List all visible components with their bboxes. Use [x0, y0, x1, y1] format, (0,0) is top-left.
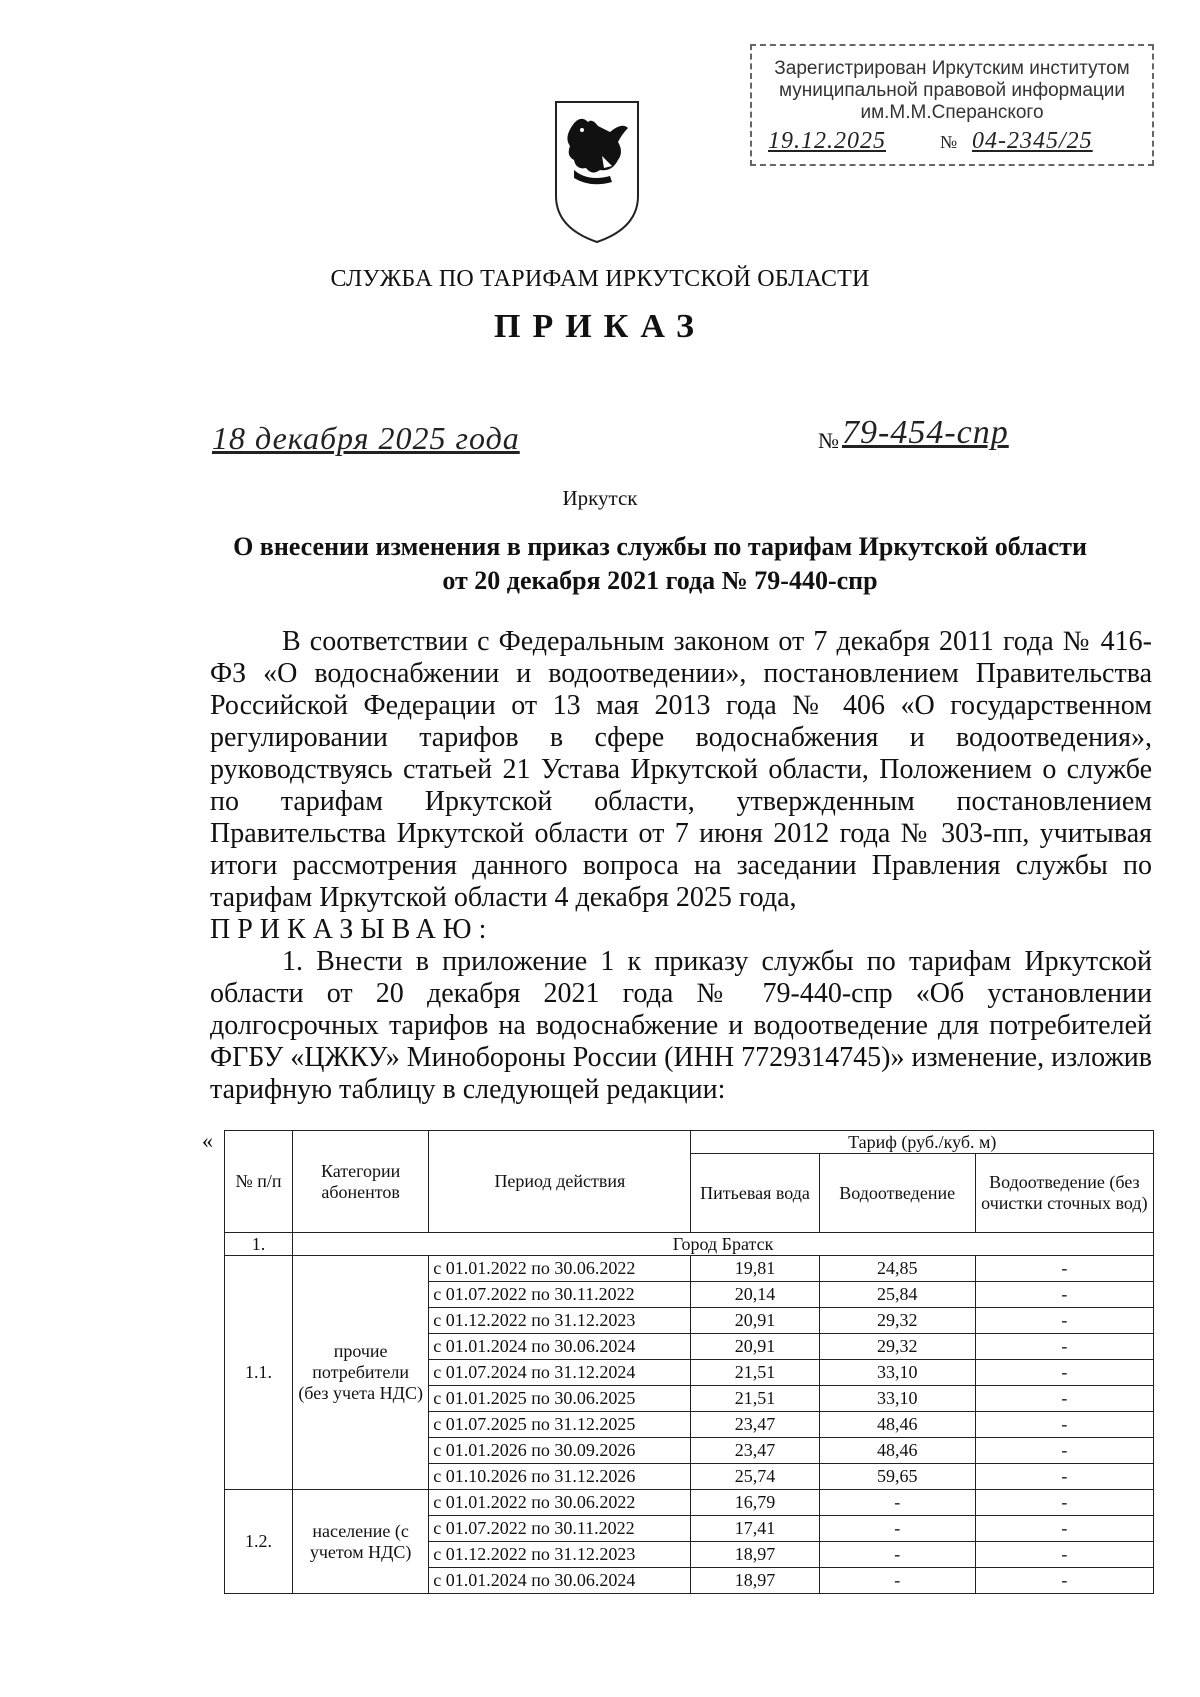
sewerage-no-treatment-cell: - — [975, 1438, 1153, 1464]
title-line-1: О внесении изменения в приказ службы по тарифам Иркутской области — [233, 532, 1087, 561]
sewerage-no-treatment-cell: - — [975, 1308, 1153, 1334]
sewerage-no-treatment-cell: - — [975, 1490, 1153, 1516]
stamp-number-label: № — [940, 132, 958, 152]
table-header-row — [225, 1131, 1154, 1154]
table-row — [225, 1490, 1154, 1516]
order-word: ПРИКАЗЫВАЮ: — [210, 914, 494, 945]
period-cell: с 01.01.2025 по 30.06.2025 — [429, 1386, 691, 1412]
period-cell: с 01.07.2022 по 30.11.2022 — [429, 1282, 691, 1308]
sewerage-no-treatment-cell: - — [975, 1542, 1153, 1568]
water-tariff-cell: 18,97 — [691, 1542, 819, 1568]
water-tariff-cell: 23,47 — [691, 1412, 819, 1438]
header-period: Период действия — [429, 1131, 691, 1233]
period-cell: с 01.07.2025 по 31.12.2025 — [429, 1412, 691, 1438]
group-num: 1.1. — [225, 1256, 293, 1490]
sewerage-tariff-cell: 33,10 — [819, 1386, 975, 1412]
water-tariff-cell: 20,91 — [691, 1308, 819, 1334]
water-tariff-cell: 21,51 — [691, 1360, 819, 1386]
sewerage-tariff-cell: - — [819, 1542, 975, 1568]
stamp-line-1: Зарегистрирован Иркутским институтом — [774, 58, 1130, 79]
sewerage-no-treatment-cell: - — [975, 1282, 1153, 1308]
document-body — [210, 626, 1152, 1106]
period-cell: с 01.07.2022 по 30.11.2022 — [429, 1516, 691, 1542]
period-cell: с 01.01.2026 по 30.09.2026 — [429, 1438, 691, 1464]
coat-of-arms-icon — [552, 96, 642, 246]
sewerage-no-treatment-cell: - — [975, 1256, 1153, 1282]
stamp-number: 04-2345/25 — [972, 128, 1093, 154]
stamp-line-3: им.М.М.Сперанского — [860, 102, 1044, 123]
group-category: прочие потребители (без учета НДС) — [293, 1256, 429, 1490]
water-tariff-cell: 23,47 — [691, 1438, 819, 1464]
water-tariff-cell: 18,97 — [691, 1568, 819, 1594]
title-line-2: от 20 декабря 2021 года № 79-440-спр — [442, 566, 878, 595]
handwritten-order-number: 79-454-спр — [842, 414, 1009, 451]
period-cell: с 01.01.2024 по 30.06.2024 — [429, 1568, 691, 1594]
header-num: № п/п — [225, 1131, 293, 1233]
document-title — [180, 530, 1140, 598]
group-num: 1.2. — [225, 1490, 293, 1594]
period-cell: с 01.12.2022 по 31.12.2023 — [429, 1308, 691, 1334]
group-category: население (с учетом НДС) — [293, 1490, 429, 1594]
header-category: Категории абонентов — [293, 1131, 429, 1233]
sewerage-no-treatment-cell: - — [975, 1334, 1153, 1360]
organization-name: СЛУЖБА ПО ТАРИФАМ ИРКУТСКОЙ ОБЛАСТИ — [330, 266, 870, 292]
tariff-table — [224, 1130, 1154, 1594]
period-cell: с 01.01.2022 по 30.06.2022 — [429, 1490, 691, 1516]
sewerage-no-treatment-cell: - — [975, 1516, 1153, 1542]
water-tariff-cell: 16,79 — [691, 1490, 819, 1516]
period-cell: с 01.10.2026 по 31.12.2026 — [429, 1464, 691, 1490]
sewerage-tariff-cell: 25,84 — [819, 1282, 975, 1308]
sewerage-no-treatment-cell: - — [975, 1360, 1153, 1386]
header-drinking-water: Питьевая вода — [691, 1154, 819, 1233]
period-cell: с 01.12.2022 по 31.12.2023 — [429, 1542, 691, 1568]
water-tariff-cell: 20,91 — [691, 1334, 819, 1360]
sewerage-tariff-cell: - — [819, 1490, 975, 1516]
stamp-registration — [762, 128, 1142, 158]
city: Иркутск — [562, 486, 638, 510]
city-row-name: Город Братск — [293, 1233, 1154, 1256]
water-tariff-cell: 25,74 — [691, 1464, 819, 1490]
water-tariff-cell: 17,41 — [691, 1516, 819, 1542]
opening-quote: « — [202, 1128, 213, 1153]
preamble-paragraph: В соответствии с Федеральным законом от 7 декабря 2011 года № 416-ФЗ «О водоснабжении и водоотведении», постановлением Правительства Российской Федерации от 13 мая 2013 года № 406 «О государственном регулировании тарифов в сфере водоснабжения и водоотведения», руководствуясь статьей 21 Устава Иркутской области, Положением о службе по тарифам Иркутской области, утвержденным постановлением Правительства Иркутской области от 7 июня 2012 года № 303-пп, учитывая итоги рассмотрения данного вопроса на заседании Правления службы по тарифам Иркутской области 4 декабря 2025 года, — [210, 626, 1152, 913]
order-number-label: № — [818, 428, 839, 453]
sewerage-tariff-cell: 48,46 — [819, 1438, 975, 1464]
stamp-date: 19.12.2025 — [768, 128, 886, 154]
period-cell: с 01.07.2024 по 31.12.2024 — [429, 1360, 691, 1386]
sewerage-tariff-cell: - — [819, 1568, 975, 1594]
sewerage-no-treatment-cell: - — [975, 1568, 1153, 1594]
water-tariff-cell: 21,51 — [691, 1386, 819, 1412]
header-tariff-group: Тариф (руб./куб. м) — [691, 1131, 1154, 1154]
sewerage-no-treatment-cell: - — [975, 1412, 1153, 1438]
city-row-num: 1. — [225, 1233, 293, 1256]
item-1-paragraph: 1. Внести в приложение 1 к приказу службы по тарифам Иркутской области от 20 декабря 2021 года № 79-440-спр «Об установлении долгосрочных тарифов на водоснабжение и водоотведение для потребителей ФГБУ «ЦЖКУ» Минобороны России (ИНН 7729314745)» изменение, изложив тарифную таблицу в следующей редакции: — [210, 946, 1152, 1105]
stamp-line-2: муниципальной правовой информации — [779, 80, 1125, 101]
sewerage-tariff-cell: 33,10 — [819, 1360, 975, 1386]
sewerage-tariff-cell: 29,32 — [819, 1334, 975, 1360]
sewerage-tariff-cell: 29,32 — [819, 1308, 975, 1334]
document-type: ПРИКАЗ — [494, 308, 706, 345]
sewerage-tariff-cell: 24,85 — [819, 1256, 975, 1282]
sewerage-tariff-cell: - — [819, 1516, 975, 1542]
header-sewerage: Водоотведение — [819, 1154, 975, 1233]
sewerage-tariff-cell: 48,46 — [819, 1412, 975, 1438]
city-row — [225, 1233, 1154, 1256]
table-row — [225, 1256, 1154, 1282]
period-cell: с 01.01.2024 по 30.06.2024 — [429, 1334, 691, 1360]
water-tariff-cell: 20,14 — [691, 1282, 819, 1308]
sewerage-tariff-cell: 59,65 — [819, 1464, 975, 1490]
sewerage-no-treatment-cell: - — [975, 1464, 1153, 1490]
period-cell: с 01.01.2022 по 30.06.2022 — [429, 1256, 691, 1282]
sewerage-no-treatment-cell: - — [975, 1386, 1153, 1412]
registration-stamp — [750, 44, 1154, 166]
header-sewerage-no-treatment: Водоотведение (без очистки сточных вод) — [975, 1154, 1153, 1233]
water-tariff-cell: 19,81 — [691, 1256, 819, 1282]
handwritten-date: 18 декабря 2025 года — [212, 420, 520, 456]
